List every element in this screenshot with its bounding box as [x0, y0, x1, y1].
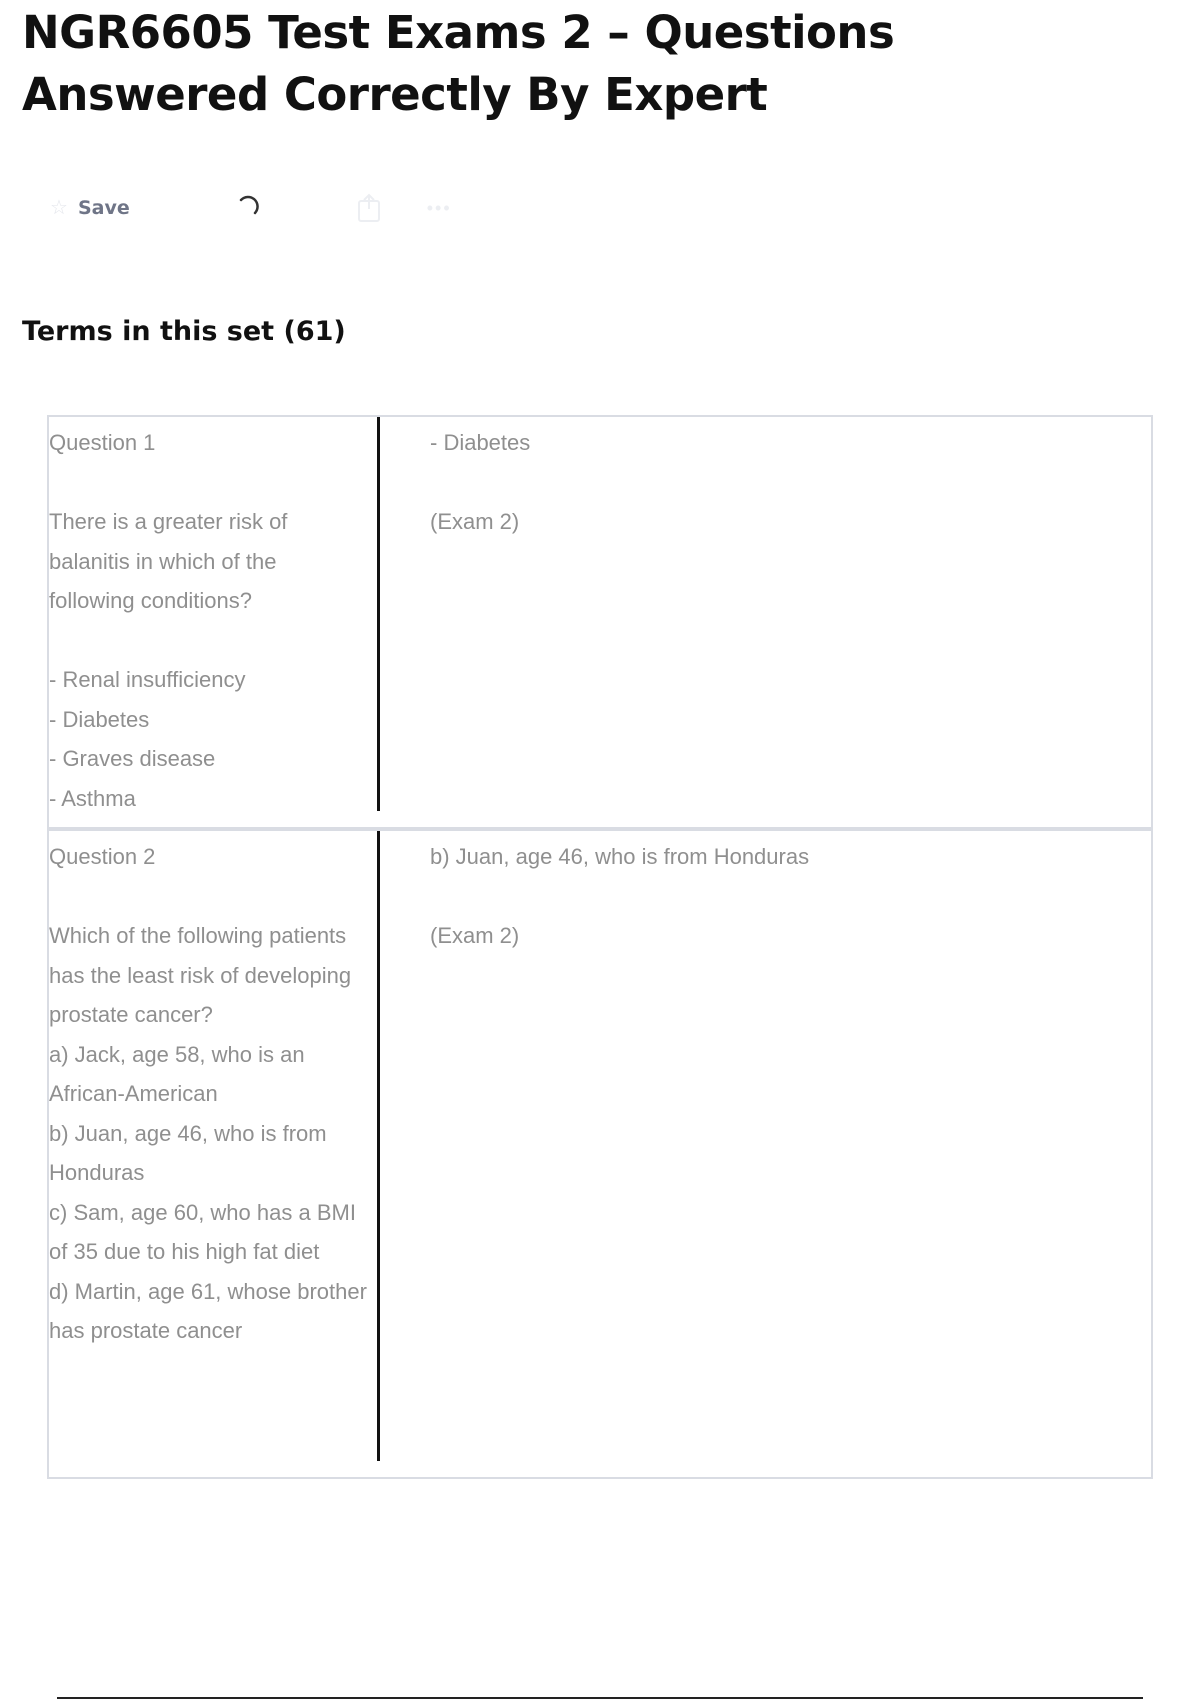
definition-text: b) Juan, age 46, who is from Honduras (Exam 2) [430, 844, 810, 948]
share-icon [356, 193, 382, 223]
footer-divider [57, 1697, 1143, 1699]
toolbar [50, 190, 452, 226]
more-button[interactable] [427, 198, 452, 219]
loading-spinner-icon [235, 195, 261, 221]
term-card[interactable] [47, 415, 1153, 829]
term-text: Question 2 Which of the following patients has the least risk of developing prostate cancer? a) Jack, age 58, who is an African-American b) Juan, age 46, who is from Honduras c) Sam, age 60, who has a BMI of 35 due to his high fat diet d) Martin, age 61, whose brother has prostate cancer [49, 831, 380, 1461]
save-label: Save [77, 197, 130, 219]
definition-text: - Diabetes (Exam 2) [430, 430, 531, 534]
terms-list [47, 415, 1153, 1479]
page-title: NGR6605 Test Exams 2 – Questions Answered Correctly By Expert [22, 6, 895, 121]
save-button[interactable] [50, 197, 130, 219]
terms-heading: Terms in this set (61) [22, 316, 346, 347]
share-button[interactable] [356, 193, 382, 223]
more-icon: ••• [426, 197, 452, 218]
term-text: Question 1 There is a greater risk of balanitis in which of the following conditions? - Renal insufficiency - Diabetes - Graves disease - Asthma [49, 417, 380, 811]
star-icon: ☆ [50, 197, 68, 219]
term-card[interactable] [47, 829, 1153, 1479]
